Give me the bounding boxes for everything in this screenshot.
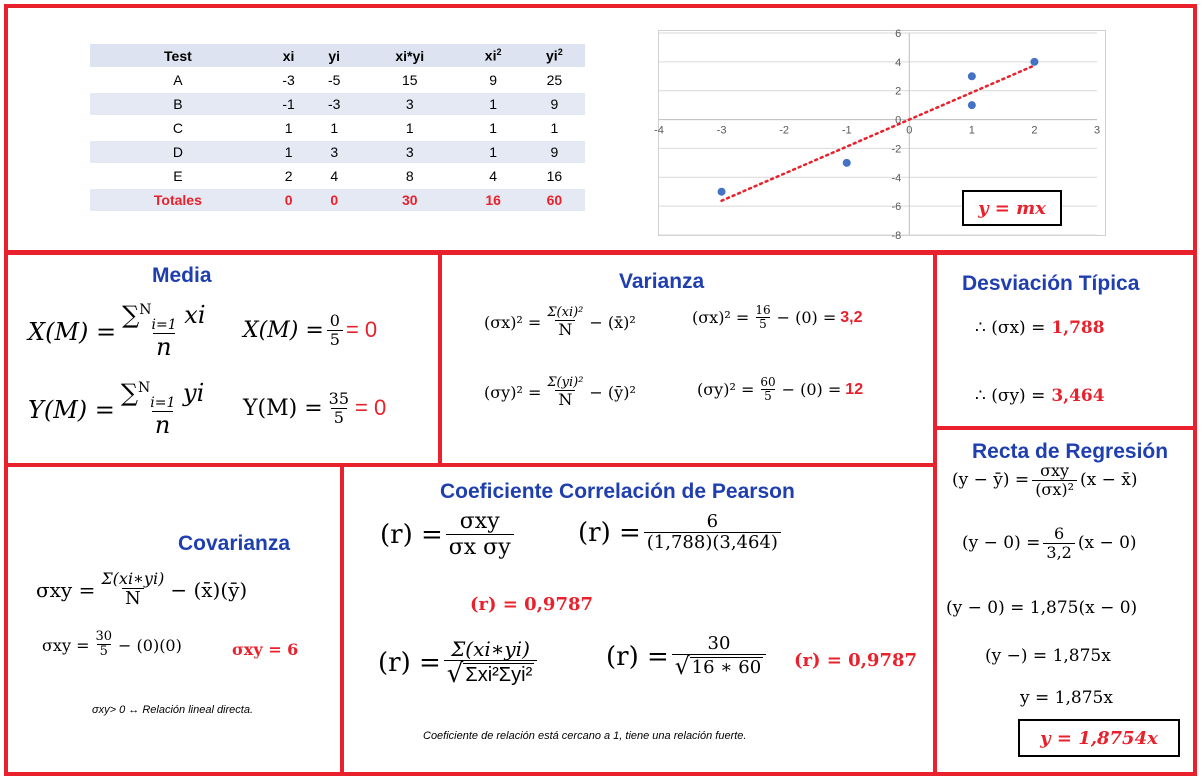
desviacion-x-value: 1,788	[1051, 318, 1105, 338]
regresion-line-4: (y −) = 1,875x	[985, 646, 1111, 666]
media-x-result: = 0	[345, 317, 378, 343]
table-total-cell: 60	[524, 188, 585, 212]
table-row	[90, 92, 585, 116]
table-cell: 16	[524, 164, 585, 188]
table-cell: 1	[311, 116, 357, 140]
y-tick-label: 6	[895, 28, 902, 40]
desviacion-title: Desviación Típica	[962, 272, 1140, 295]
y-tick-label: -6	[891, 201, 902, 214]
desviacion-y-value: 3,464	[1051, 386, 1105, 406]
table-header: yi	[311, 44, 357, 68]
table-header: Test	[90, 44, 266, 68]
table-header-row	[90, 44, 585, 68]
x-tick-label: 0	[906, 124, 913, 137]
y-tick-label: -4	[891, 172, 902, 185]
table-cell: 3	[357, 92, 463, 116]
varianza-y-formula: (σy)² = $\frac{\text{Σ(yi)²}}{N}$ − (ȳ)²	[484, 375, 636, 410]
table-cell: 1	[524, 116, 585, 140]
table-cell: B	[90, 92, 266, 116]
varianza-x-result: 3,2	[840, 308, 863, 326]
table-cell: 9	[463, 68, 524, 92]
table-cell: 1	[266, 116, 312, 140]
pearson-formula-1: (r) = $\frac{\text{σxy}}{\text{σx σy}}$	[380, 510, 517, 560]
media-y-value: Y(M) = $\frac{35}{5}$ = 0	[243, 389, 387, 427]
table-cell: 1	[266, 140, 312, 164]
table-cell: E	[90, 164, 266, 188]
regresion-line-2: (y − 0) = $\frac{6}{3,2}$ (x − 0)	[962, 524, 1137, 562]
table-total-cell: Totales	[90, 188, 266, 212]
table-row	[90, 140, 585, 164]
table-header: xi*yi	[357, 44, 463, 68]
varianza-x-value: (σx)² = $\frac{16}{5}$ − (0) = 3,2	[692, 303, 863, 332]
covarianza-note: σxy> 0 ↔ Relación lineal directa.	[92, 704, 254, 716]
y-tick-label: -2	[891, 143, 902, 156]
table-total-cell: 0	[266, 188, 312, 212]
table-cell: 15	[357, 68, 463, 92]
x-tick-label: -2	[779, 124, 790, 137]
table-cell: -3	[311, 92, 357, 116]
trendline	[722, 65, 1038, 200]
table-header: $xi^2$	[463, 44, 524, 68]
regresion-line-3: (y − 0) = 1,875(x − 0)	[946, 598, 1138, 618]
covarianza-result: σxy = 6	[232, 640, 299, 659]
regresion-result: y = 1,8754x	[1018, 719, 1180, 757]
media-y-result: = 0	[355, 395, 387, 421]
varianza-title: Varianza	[619, 270, 705, 293]
table-row	[90, 116, 585, 140]
pearson-title: Coeficiente Correlación de Pearson	[440, 480, 795, 503]
regresion-title: Recta de Regresión	[972, 440, 1169, 463]
table-row	[90, 68, 585, 92]
varianza-x-formula: (σx)² = $\frac{\text{Σ(xi)²}}{N}$ − (x̄)²	[484, 305, 636, 340]
chart-equation-label: y = mx	[962, 190, 1062, 226]
fraction: $\frac{\sum^N_{i=1} xi}{n}$	[122, 301, 206, 362]
pearson-formula-3: (r) = Σ(xi∗yi) √ Σxi²Σyi²	[378, 638, 540, 687]
x-tick-label: -3	[716, 124, 727, 137]
media-x-value: X(M) = $\frac{0}{5}$ = 0	[243, 311, 378, 349]
desviacion-y: ∴ (σy) = 3,464	[975, 386, 1105, 406]
x-tick-label: 1	[968, 124, 975, 137]
table-total-cell: 16	[463, 188, 524, 212]
table-totals-row	[90, 188, 585, 212]
table-cell: -1	[266, 92, 312, 116]
data-point	[1030, 58, 1038, 66]
data-point	[968, 101, 976, 109]
y-tick-label: 4	[895, 56, 902, 69]
table-cell: 2	[266, 164, 312, 188]
x-tick-label: 2	[1031, 124, 1038, 137]
table-cell: 25	[524, 68, 585, 92]
data-point	[968, 72, 976, 80]
covarianza-panel	[4, 463, 344, 776]
pearson-formula-2: (r) = $\frac{6}{(1,788)(3,464)}$	[578, 512, 784, 553]
table-cell: 1	[463, 116, 524, 140]
table-cell: 4	[463, 164, 524, 188]
y-tick-label: -8	[891, 230, 902, 242]
table-cell: D	[90, 140, 266, 164]
formula-text: X(M) =	[28, 317, 117, 346]
x-tick-label: 3	[1093, 124, 1101, 137]
media-title: Media	[152, 264, 212, 287]
y-tick-label: 2	[895, 85, 902, 98]
table-cell: 8	[357, 164, 463, 188]
pearson-formula-4: (r) = 30 √ 16 ∗ 60	[606, 634, 769, 679]
covarianza-formula: σxy = $\frac{\Sigma(xi∗yi)}{N}$ − (x̄)(ȳ)	[36, 569, 248, 609]
x-tick-label: -1	[841, 124, 852, 137]
table-cell: 9	[524, 92, 585, 116]
table-cell: 1	[357, 116, 463, 140]
table-header: xi	[266, 44, 312, 68]
table-cell: 1	[463, 140, 524, 164]
table-cell: -3	[266, 68, 312, 92]
pearson-note: Coeficiente de relación está cercano a 1, tiene una relación fuerte.	[423, 730, 747, 742]
varianza-y-result: 12	[845, 380, 864, 398]
y-tick-label: 0	[895, 114, 902, 127]
regresion-line-5: y = 1,875x	[1020, 688, 1113, 708]
table-cell: C	[90, 116, 266, 140]
pearson-result-2: (r) = 0,9787	[794, 650, 918, 671]
table-cell: 9	[524, 140, 585, 164]
table-cell: -5	[311, 68, 357, 92]
table-cell: 3	[311, 140, 357, 164]
x-tick-label: -4	[654, 124, 664, 137]
table-cell: 3	[357, 140, 463, 164]
media-x-formula	[28, 302, 212, 362]
data-point	[718, 188, 726, 196]
data-point	[843, 159, 851, 167]
table-cell: 4	[311, 164, 357, 188]
data-table	[90, 44, 585, 213]
table-total-cell: 0	[311, 188, 357, 212]
table-header: $yi^2$	[524, 44, 585, 68]
varianza-y-value: (σy)² = $\frac{60}{5}$ − (0) = 12	[697, 375, 864, 404]
table-cell: 1	[463, 92, 524, 116]
table-row	[90, 164, 585, 188]
table-cell: A	[90, 68, 266, 92]
covarianza-title: Covarianza	[178, 532, 291, 555]
media-y-formula: Y(M) = $\frac{\sum^N_{i=1} yi}{n}$	[28, 379, 205, 440]
pearson-result-1: (r) = 0,9787	[470, 594, 594, 615]
desviacion-x: ∴ (σx) = 1,788	[975, 318, 1105, 338]
table-total-cell: 30	[357, 188, 463, 212]
regresion-line-1: (y − ȳ) = $\frac{\text{σxy}}{\text{(σx)²}}$ (x − x̄)	[952, 461, 1138, 499]
covarianza-value: σxy = $\frac{30}{5}$ − (0)(0)	[42, 629, 182, 660]
